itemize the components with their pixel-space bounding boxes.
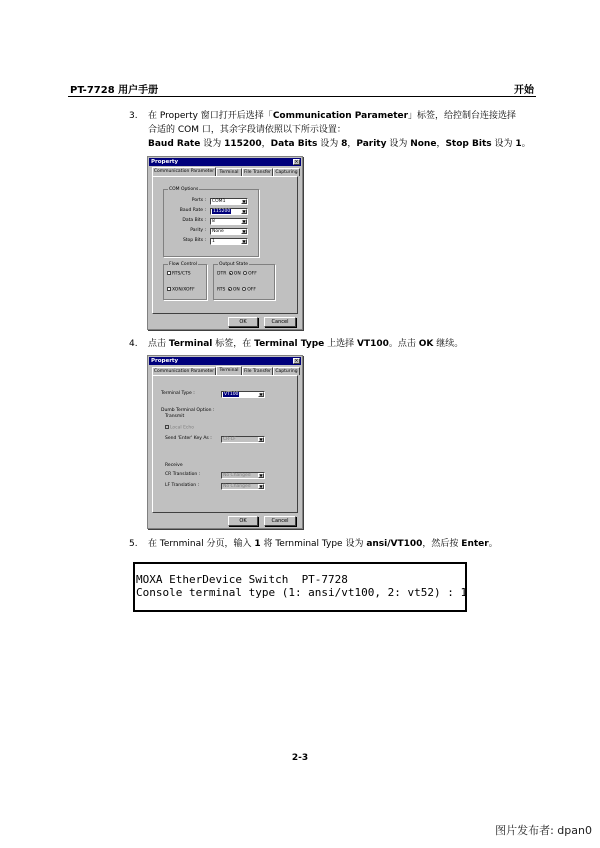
step-3-line-1 [148, 109, 531, 123]
header-title: PT-7728 用户手册 [70, 85, 159, 96]
text-span: ， [261, 139, 271, 149]
cancel-button[interactable]: Cancel [264, 516, 296, 526]
checkbox-icon [167, 287, 171, 291]
step-4-text [148, 337, 463, 351]
text-span: Communication Parameter [272, 111, 409, 121]
rts-off-radio-icon[interactable] [242, 287, 246, 291]
combo-value: 8 [212, 219, 215, 224]
data-bits-label: Data Bits : [182, 218, 206, 223]
step-5 [129, 537, 549, 551]
tab-capturing[interactable]: Capturing [273, 367, 300, 375]
baud-rate-label: Baud Rate : [179, 208, 206, 213]
ok-button[interactable]: OK [228, 516, 258, 526]
com-options-group [163, 189, 259, 257]
text-span: Parity [356, 139, 387, 149]
group-label: Flow Control [169, 262, 197, 267]
text-span: 设为 [200, 139, 225, 149]
rts-on-radio-icon[interactable] [228, 287, 232, 291]
terminal-type-combo[interactable] [221, 391, 265, 398]
chevron-down-icon[interactable]: ▼ [259, 473, 263, 478]
dialog-title: Property [149, 357, 301, 365]
step-3 [129, 109, 549, 153]
console-line-2: Console terminal type (1: ansi/vt100, 2: vt52) : 1 [136, 586, 468, 599]
text-span: 1 [515, 139, 522, 149]
group-label: COM Options [169, 187, 199, 192]
cr-translation-combo[interactable] [221, 472, 265, 479]
property-dialog-terminal [147, 355, 303, 529]
text-span: 。 [488, 539, 498, 549]
text-span: 在 Ternminal 分页，输入 [148, 539, 255, 549]
checkbox-label: RTS/CTS [172, 271, 191, 277]
lf-translation-combo[interactable] [221, 483, 265, 490]
data-bits-combo[interactable] [210, 218, 248, 225]
page-number: 2-3 [291, 753, 309, 763]
checkbox-label: XON/XOFF [172, 287, 195, 293]
text-span: 继续。 [433, 339, 464, 349]
combo-value: 115200 [213, 209, 231, 214]
combo-value: None [212, 229, 224, 234]
terminal-type-label: Terminal Type : [161, 391, 195, 396]
combo-value: CR-LF [223, 437, 236, 442]
close-icon[interactable]: × [294, 358, 299, 364]
close-icon[interactable]: × [294, 159, 299, 165]
transmit-label: Transmit [165, 414, 185, 419]
xon-xoff-checkbox[interactable] [167, 287, 195, 294]
cr-translation-label: CR Translation : [165, 472, 201, 477]
flow-control-group [163, 264, 207, 300]
chevron-down-icon[interactable]: ▼ [242, 209, 246, 214]
dialog-title: Property [149, 158, 301, 166]
group-label: Output State [219, 262, 248, 267]
chevron-down-icon[interactable]: ▼ [242, 219, 246, 224]
text-span: 点击 [148, 339, 169, 349]
text-span: Baud Rate [148, 139, 201, 149]
checkbox-label: Local Echo [170, 425, 195, 431]
send-enter-combo[interactable] [221, 436, 265, 443]
text-span: 上选择 [324, 339, 357, 349]
dtr-radio-row [217, 271, 257, 278]
text-span: ， [436, 139, 446, 149]
ok-button[interactable]: OK [228, 317, 258, 327]
combo-value: No Changed [223, 484, 251, 489]
text-span: OK [418, 339, 434, 349]
text-span: 8 [341, 139, 348, 149]
radio-label: ON [232, 287, 240, 293]
text-span: 将 Ternminal Type 设为 [260, 539, 367, 549]
text-span: 115200 [224, 139, 262, 149]
text-span: 设为 [491, 139, 516, 149]
radio-label: OFF [248, 271, 257, 277]
text-span: ， [347, 139, 357, 149]
checkbox-icon [167, 271, 171, 275]
console-output [133, 562, 467, 612]
text-span: 。 [521, 139, 531, 149]
step-3-line-2: 合适的 COM 口，其余字段请依照以下所示设置： [148, 125, 346, 135]
tab-panel [152, 176, 298, 314]
watermark: 图片发布者: dpan0 [495, 824, 592, 837]
lf-translation-label: LF Translation : [165, 483, 199, 488]
combo-value: 1 [212, 239, 215, 244]
text-span: 1 [254, 539, 261, 549]
dtr-off-radio-icon[interactable] [243, 271, 247, 275]
tab-file-transfer[interactable]: File Transfer [243, 369, 272, 374]
cancel-button[interactable]: Cancel [264, 317, 296, 327]
stop-bits-combo[interactable] [210, 238, 248, 245]
dtr-label: DTR [217, 271, 227, 277]
text-span: 设为 [317, 139, 342, 149]
step-3-text [148, 109, 531, 151]
send-enter-label: Send 'Enter' Key As : [165, 436, 212, 441]
tab-terminal[interactable]: Terminal [216, 366, 242, 375]
tab-file-transfer[interactable]: File Transfer [243, 170, 272, 175]
combo-value: VT100 [224, 392, 239, 397]
chevron-down-icon[interactable]: ▼ [242, 199, 246, 204]
chevron-down-icon[interactable]: ▼ [242, 229, 246, 234]
combo-value: No Changed [223, 473, 251, 478]
local-echo-checkbox[interactable] [165, 425, 194, 432]
rts-cts-checkbox[interactable] [167, 271, 191, 278]
text-span: 标签，在 [212, 339, 255, 349]
chevron-down-icon[interactable]: ▼ [242, 239, 246, 244]
rts-label: RTS [217, 287, 226, 293]
chevron-down-icon[interactable]: ▼ [259, 392, 263, 397]
parity-label: Parity : [190, 228, 206, 233]
text-span: 」标签，给控制台连接选择 [408, 111, 517, 121]
chevron-down-icon[interactable]: ▼ [259, 437, 263, 442]
text-span: None [410, 139, 437, 149]
step-4 [129, 337, 549, 351]
text-span: Stop Bits [445, 139, 492, 149]
dumb-terminal-label: Dumb Terminal Option : [161, 408, 215, 413]
text-span: ansi/VT100 [366, 539, 423, 549]
baud-rate-combo[interactable] [210, 208, 248, 215]
receive-label: Receive [165, 463, 183, 468]
step-number: 3. [129, 111, 138, 121]
dtr-on-radio-icon[interactable] [229, 271, 233, 275]
text-span: Data Bits [270, 139, 318, 149]
rts-radio-row [217, 287, 256, 294]
text-span: 在 Property 窗口打开后选择「 [148, 111, 273, 121]
ports-combo[interactable] [210, 198, 248, 205]
chevron-down-icon[interactable]: ▼ [259, 484, 263, 489]
step-5-text [148, 537, 498, 551]
step-number: 5. [129, 539, 138, 549]
tab-capturing[interactable]: Capturing [273, 168, 300, 176]
tab-communication-parameter[interactable]: Communication Parameter [153, 369, 215, 374]
stop-bits-label: Stop Bits : [182, 238, 206, 243]
text-span: Terminal Type [254, 339, 325, 349]
tab-communication-parameter[interactable]: Communication Parameter [153, 169, 215, 174]
tab-terminal[interactable]: Terminal [216, 168, 242, 176]
text-span: 设为 [386, 139, 411, 149]
radio-label: OFF [247, 287, 256, 293]
step-number: 4. [129, 339, 138, 349]
step-3-line-3 [148, 137, 531, 151]
text-span: Enter [461, 539, 489, 549]
header-rule [68, 96, 536, 97]
output-state-group [213, 264, 275, 300]
tab-panel [152, 375, 298, 513]
console-line-1: MOXA EtherDevice Switch PT-7728 [136, 573, 348, 586]
text-span: 。点击 [388, 339, 419, 349]
combo-value: COM1 [212, 199, 226, 204]
checkbox-icon [165, 425, 169, 429]
text-span: ，然后按 [422, 539, 462, 549]
radio-label: ON [233, 271, 241, 277]
header-section: 开始 [514, 85, 534, 96]
text-span: Terminal [168, 339, 213, 349]
property-dialog-comm [147, 156, 303, 330]
ports-label: Ports : [191, 198, 206, 203]
text-span: VT100 [357, 339, 389, 349]
parity-combo[interactable] [210, 228, 248, 235]
